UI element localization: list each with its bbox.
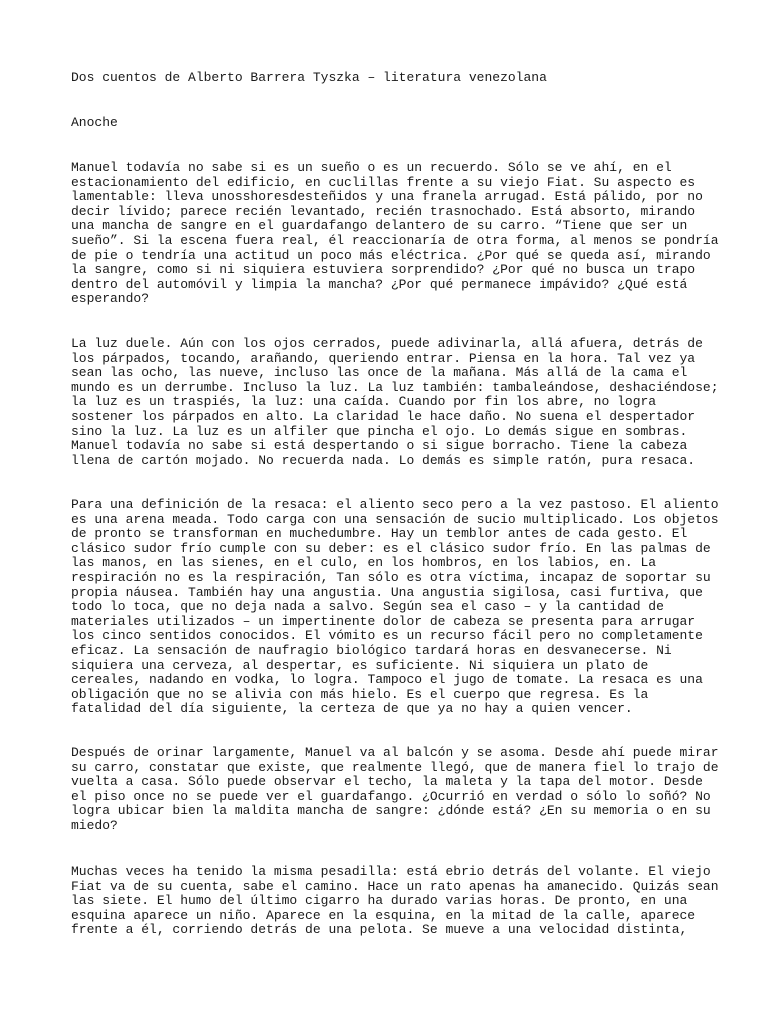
paragraph: La luz duele. Aún con los ojos cerrados, puede adivinarla, allá afuera, detrás de los párpados, tocando, arañando, queriendo entrar. Piensa en la hora. Tal vez ya sean las ocho, las nueve, incluso las once de la mañana. Más allá de la cama el mundo es un derrumbe. Incluso la luz. La luz también: tambaleándose, deshaciéndose; la luz es un traspiés, la luz: una caída. Cuando por fin los abre, no logra sostener los párpados en alto. La claridad le hace daño. No suena el despertador sino la luz. La luz es un alfiler que pincha el ojo. Lo demás sigue en sombras. Manuel todavía no sabe si está despertando o si sigue borracho. Tiene la cabeza llena de cartón mojado. No recuerda nada. Lo demás es simple ratón, pura resaca.	[71, 336, 719, 468]
story-heading: Anoche	[71, 115, 118, 130]
paragraph: Para una definición de la resaca: el aliento seco pero a la vez pastoso. El aliento es una arena meada. Todo carga con una sensación de sucio multiplicado. Los objetos de pronto se transforman en muchedumbre. Hay un temblor antes de cada gesto. El clásico sudor frío cumple con su deber: es el clásico sudor frío. En las palmas de las manos, en las sienes, en el culo, en los hombros, en los labios, en. La respiración no es la respiración, Tan sólo es otra víctima, incapaz de soportar su propia náusea. También hay una angustia. Una angustia sigilosa, casi furtiva, que todo lo toca, que no deja nada a salvo. Según sea el caso – y la cantidad de materiales utilizados – un impertinente dolor de cabeza se presenta para arrugar los cinco sentidos conocidos. El vómito es un recurso fácil pero no completamente eficaz. La sensación de naufragio biológico tardará horas en desvanecerse. Ni siquiera una cerveza, al despertar, es suficiente. Ni siquiera un plato de cereales, nadando en vodka, lo logra. Tampoco el jugo de tomate. La resaca es una obligación que no se alivia con más hielo. Es el cuerpo que regresa. Es la fatalidad del día siguiente, la certeza de que ya no hay a quien vencer.	[71, 497, 719, 717]
paragraph: Después de orinar largamente, Manuel va al balcón y se asoma. Desde ahí puede mirar su carro, constatar que existe, que realmente llegó, que de manera fiel lo trajo de vuelta a casa. Sólo puede observar el techo, la maleta y la tapa del motor. Desde el piso once no se puede ver el guardafango. ¿Ocurrió en verdad o sólo lo soñó? No logra ubicar bien la maldita mancha de sangre: ¿dónde está? ¿En su memoria o en su miedo?	[71, 745, 719, 833]
document-title: Dos cuentos de Alberto Barrera Tyszka – literatura venezolana	[71, 70, 547, 85]
paragraph: Manuel todavía no sabe si es un sueño o es un recuerdo. Sólo se ve ahí, en el estacionamiento del edificio, en cuclillas frente a su viejo Fiat. Su aspecto es lamentable: lleva unosshoresdesteñidos y una franela arrugad. Está pálido, por no decir lívido; parece recién levantado, recién trasnochado. Está absorto, mirando una mancha de sangre en el guardafango delantero de su carro. “Tiene que ser un sueño”. Si la escena fuera real, él reaccionaría de otra forma, al menos se pondría de pie o tendría una actitud un poco más eléctrica. ¿Por qué se queda así, mirando la sangre, como si ni siquiera estuviera sorprendido? ¿Por qué no busca un trapo dentro del automóvil y limpia la mancha? ¿Por qué permanece impávido? ¿Qué está esperando?	[71, 160, 719, 307]
paragraph: Muchas veces ha tenido la misma pesadilla: está ebrio detrás del volante. El viejo Fiat va de su cuenta, sabe el camino. Hace un rato apenas ha amanecido. Quizás sean las siete. El humo del último cigarro ha durado varias horas. De pronto, en una esquina aparece un niño. Aparece en la esquina, en la mitad de la calle, aparece frente a él, corriendo detrás de una pelota. Se mueve a una velocidad distinta,	[71, 864, 719, 938]
